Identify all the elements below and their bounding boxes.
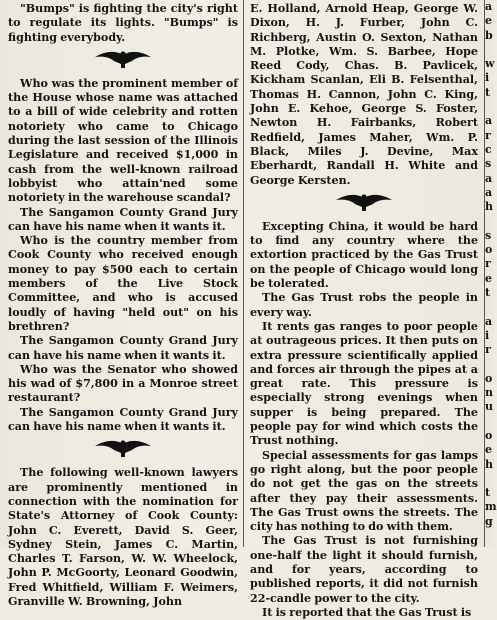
right-column-fragment: o: [485, 428, 493, 442]
right-column-fragment: c: [485, 142, 492, 156]
right-column-fragment: t: [485, 486, 491, 500]
paragraph-bumps: "Bumps" is fighting the city's right to regulate its lights. "Bumps" is fighting everybody.: [8, 2, 238, 44]
paragraph-not-furnishing: The Gas Trust is not furnishing one-half the light it should furnish, and for years, according to published reports, it did not furnish 22-candle power to the city.: [250, 534, 478, 605]
right-column-fragment: g: [485, 514, 493, 528]
eagle-ornament-icon: [334, 192, 394, 214]
left-column: [8, 0, 238, 609]
right-column-fragment: a: [485, 0, 493, 13]
right-column-fragment: [485, 43, 494, 57]
right-column-fragment: a: [485, 171, 493, 185]
right-column-fragment: o: [485, 243, 493, 257]
right-column-fragment: [485, 300, 494, 314]
paragraph-china: Excepting China, it would be hard to find any country where the extortion practiced by the Gas Trust on the people of Chicago would long be tolerated.: [250, 219, 478, 291]
eagle-ornament-icon: [93, 49, 153, 71]
paragraph-gas-trust-robs: The Gas Trust robs the people in every way.: [250, 291, 478, 319]
right-column-fragment: a: [485, 185, 493, 199]
paragraph-lawyer-names: E. Holland, Arnold Heap, George W. Dixon, H. J. Furber, John C. Richberg, Austin O. Sexton, Nathan M. Plotke, Wm. S. Barbee, Hope Reed Cody, Chas. B. Pavlicek, Kickham Scanlan, Eli B. Felsenthal, Thomas H. Cannon, John C. King, John E. Kehoe, George S. Foster, Newton H. Fairbanks, Robert Redfield, James Maher, Wm. P. Black, Miles J. Devine, Max Eberhardt, Randall H. White and George Kersten.: [250, 2, 478, 187]
right-column-fragment: u: [485, 400, 493, 414]
right-column-fragment: e: [485, 14, 492, 28]
right-column-fragment: [485, 214, 494, 228]
right-column-fragment: h: [485, 200, 493, 214]
right-column-fragment: w: [485, 57, 495, 71]
paragraph-grand-jury-3: The Sangamon County Grand Jury can have his name when it wants it.: [8, 405, 238, 434]
paragraph-gas-ranges: It rents gas ranges to poor people at outrageous prices. It then puts on extra pressure scientifically applied and forces air through the pipes at a great rate. This pressure is especially strong evenings when supper is being prepared. The people pay for wind which costs the Trust nothing.: [250, 319, 478, 448]
right-column-fragment: t: [485, 285, 491, 299]
paragraph-house-member: Who was the prominent member of the House whose name was attached to a bill of wide celebrity and rotten notoriety who came to Chicago during the last session of the Illinois Legislature and received $1,000 in cash from the well-known railroad lobbyist who attain'ned some notoriety in the warehouse scandal?: [8, 76, 238, 205]
eagle-ornament-icon: [93, 438, 153, 460]
right-column-fragment: [485, 357, 494, 371]
right-column-fragment: b: [485, 28, 493, 42]
right-column-fragment: [485, 415, 494, 429]
paragraph-grand-jury-1: The Sangamon County Grand Jury can have his name when it wants it.: [8, 205, 238, 233]
right-column-fragment: r: [485, 128, 491, 142]
paragraph-grand-jury-2: The Sangamon County Grand Jury can have his name when it wants it.: [8, 334, 238, 362]
right-column-fragment: n: [485, 386, 493, 400]
right-column-fragment: s: [485, 228, 492, 242]
right-column-edge: [485, 0, 497, 529]
right-column-fragment: e: [485, 443, 492, 457]
paragraph-lawyers: The following well-known lawyers are prominently mentioned in connection with the nomination for State's Attorney of Cook County: John C. Everett, David S. Geer, Sydney Stein, James C. Martin, Charles T. Farson, W. W. Wheelock, John P. McGoorty, Leonard Goodwin, Fred Whitfield, William F. Weimers, Granville W. Browning, John: [8, 466, 238, 608]
right-column-fragment: [485, 100, 494, 114]
right-column-fragment: i: [485, 71, 490, 85]
right-column-fragment: a: [485, 314, 493, 328]
paragraph-special-assessments: Special assessments for gas lamps go right along, but the poor people do not get the gas on the streets after they pay their assessments. The Gas Trust owns the streets. The city has nothing to do with them.: [250, 448, 478, 534]
right-column-fragment: r: [485, 343, 491, 357]
paragraph-country-member: Who is the country member from Cook County who received enough money to pay $500 each to certain members of the Live Stock Committee, and who is accused loudly of having "held out" on his brethren?: [8, 234, 238, 333]
right-column-fragment: t: [485, 85, 491, 99]
column-rule-left: [243, 0, 244, 547]
right-column-fragment: i: [485, 328, 490, 342]
middle-column: [250, 0, 478, 620]
paragraph-senator: Who was the Senator who showed his wad of $7,800 in a Monroe street restaurant?: [8, 362, 238, 405]
right-column-fragment: [485, 472, 494, 486]
right-column-fragment: r: [485, 257, 491, 271]
paragraph-reported: It is reported that the Gas Trust is: [262, 605, 472, 619]
right-column-fragment: m: [485, 500, 497, 514]
right-column-fragment: a: [485, 114, 493, 128]
right-column-fragment: s: [485, 157, 492, 171]
right-column-fragment: h: [485, 457, 493, 471]
right-column-fragment: e: [485, 271, 492, 285]
right-column-fragment: o: [485, 371, 493, 385]
